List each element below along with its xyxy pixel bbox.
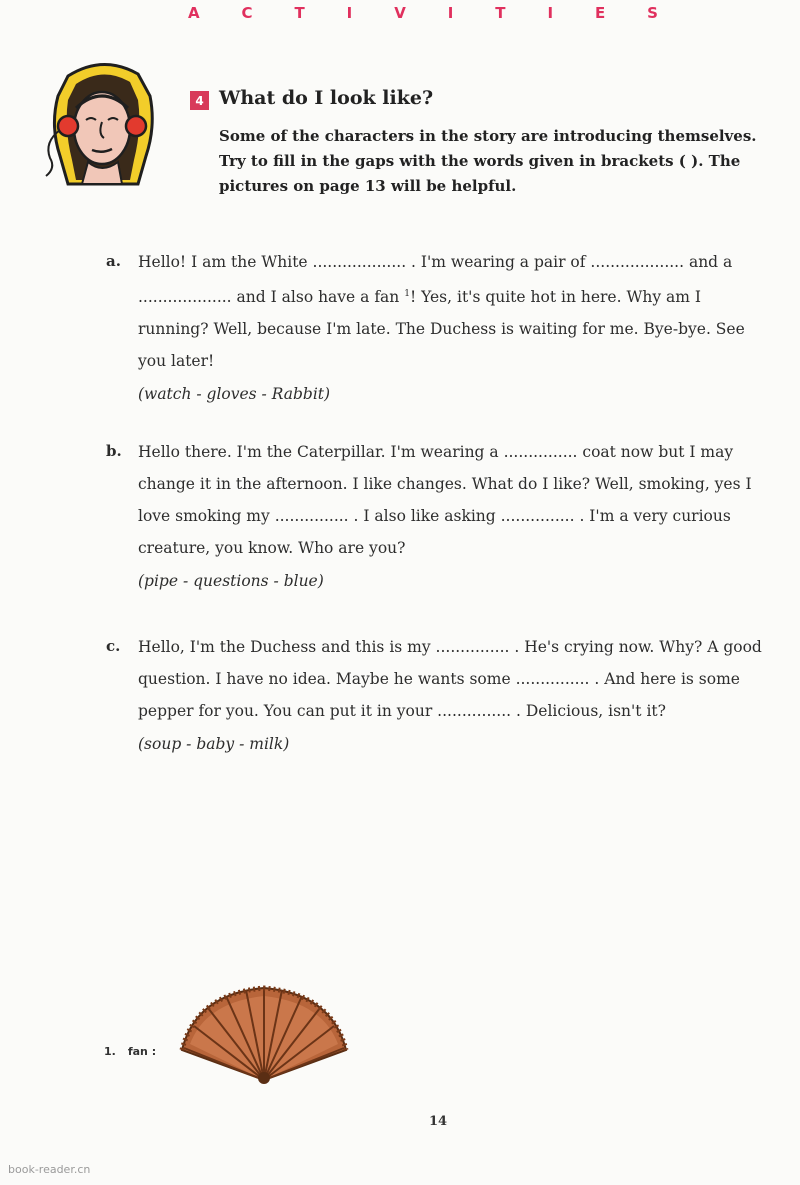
watermark: book-reader.cn <box>8 1163 91 1176</box>
exercise-text-part: ! Yes, it's quite hot in here. Why am I running? Well, because I'm late. The Duchess is waiting for me. Bye-bye. See you later! <box>138 288 745 370</box>
footnote-number: 1. <box>104 1045 116 1058</box>
exercise-a <box>106 246 766 403</box>
footnote-reference: 1 <box>404 289 410 299</box>
portrait-icon <box>38 56 168 188</box>
exercise-word-list: (pipe - questions - blue) <box>138 572 324 590</box>
header-letter: I <box>547 4 554 22</box>
footnote <box>104 1045 156 1058</box>
section-title: What do I look like? <box>219 87 434 109</box>
page-number: 14 <box>428 1114 448 1129</box>
exercise-word-list: (watch - gloves - Rabbit) <box>138 385 331 403</box>
section-number-badge: 4 <box>190 91 209 110</box>
header-letter: C <box>241 4 253 22</box>
exercise-text-part: Hello! I am the White ................... . I'm wearing a pair of ................... and a ................... and I also have a fan <box>138 253 733 306</box>
exercise-c <box>106 631 766 753</box>
header-letter: T <box>294 4 305 22</box>
header-letter: S <box>647 4 658 22</box>
exercise-letter: b. <box>106 442 122 460</box>
header-letter: V <box>394 4 406 22</box>
header-letter: E <box>594 4 606 22</box>
header-letter: I <box>346 4 353 22</box>
header-letter: T <box>495 4 506 22</box>
header-letter: A <box>188 4 200 22</box>
fan-icon <box>176 984 352 1086</box>
activities-header <box>188 4 658 22</box>
exercise-letter: c. <box>106 637 121 655</box>
exercise-letter: a. <box>106 252 121 270</box>
exercise-text: Hello there. I'm the Caterpillar. I'm wearing a ............... coat now but I may change it in the afternoon. I like changes. What do I like? Well, smoking, yes I love smoking my ............... . I also like asking ............... . I'm a very curious creature, you know. Who are you? <box>138 443 752 557</box>
exercise-text <box>138 246 766 377</box>
exercise-b <box>106 436 766 590</box>
section-instructions: Some of the characters in the story are introducing themselves. Try to fill in the gaps with the words given in brackets ( ). The pictures on page 13 will be helpful. <box>219 127 757 195</box>
exercise-word-list: (soup - baby - milk) <box>138 735 290 753</box>
header-letter: I <box>447 4 454 22</box>
footnote-term: fan : <box>127 1045 157 1058</box>
exercise-text: Hello, I'm the Duchess and this is my ............... . He's crying now. Why? A good question. I have no idea. Maybe he wants some ............... . And here is some pepper for you. You can put it in your ............... . Delicious, isn't it? <box>138 638 762 720</box>
